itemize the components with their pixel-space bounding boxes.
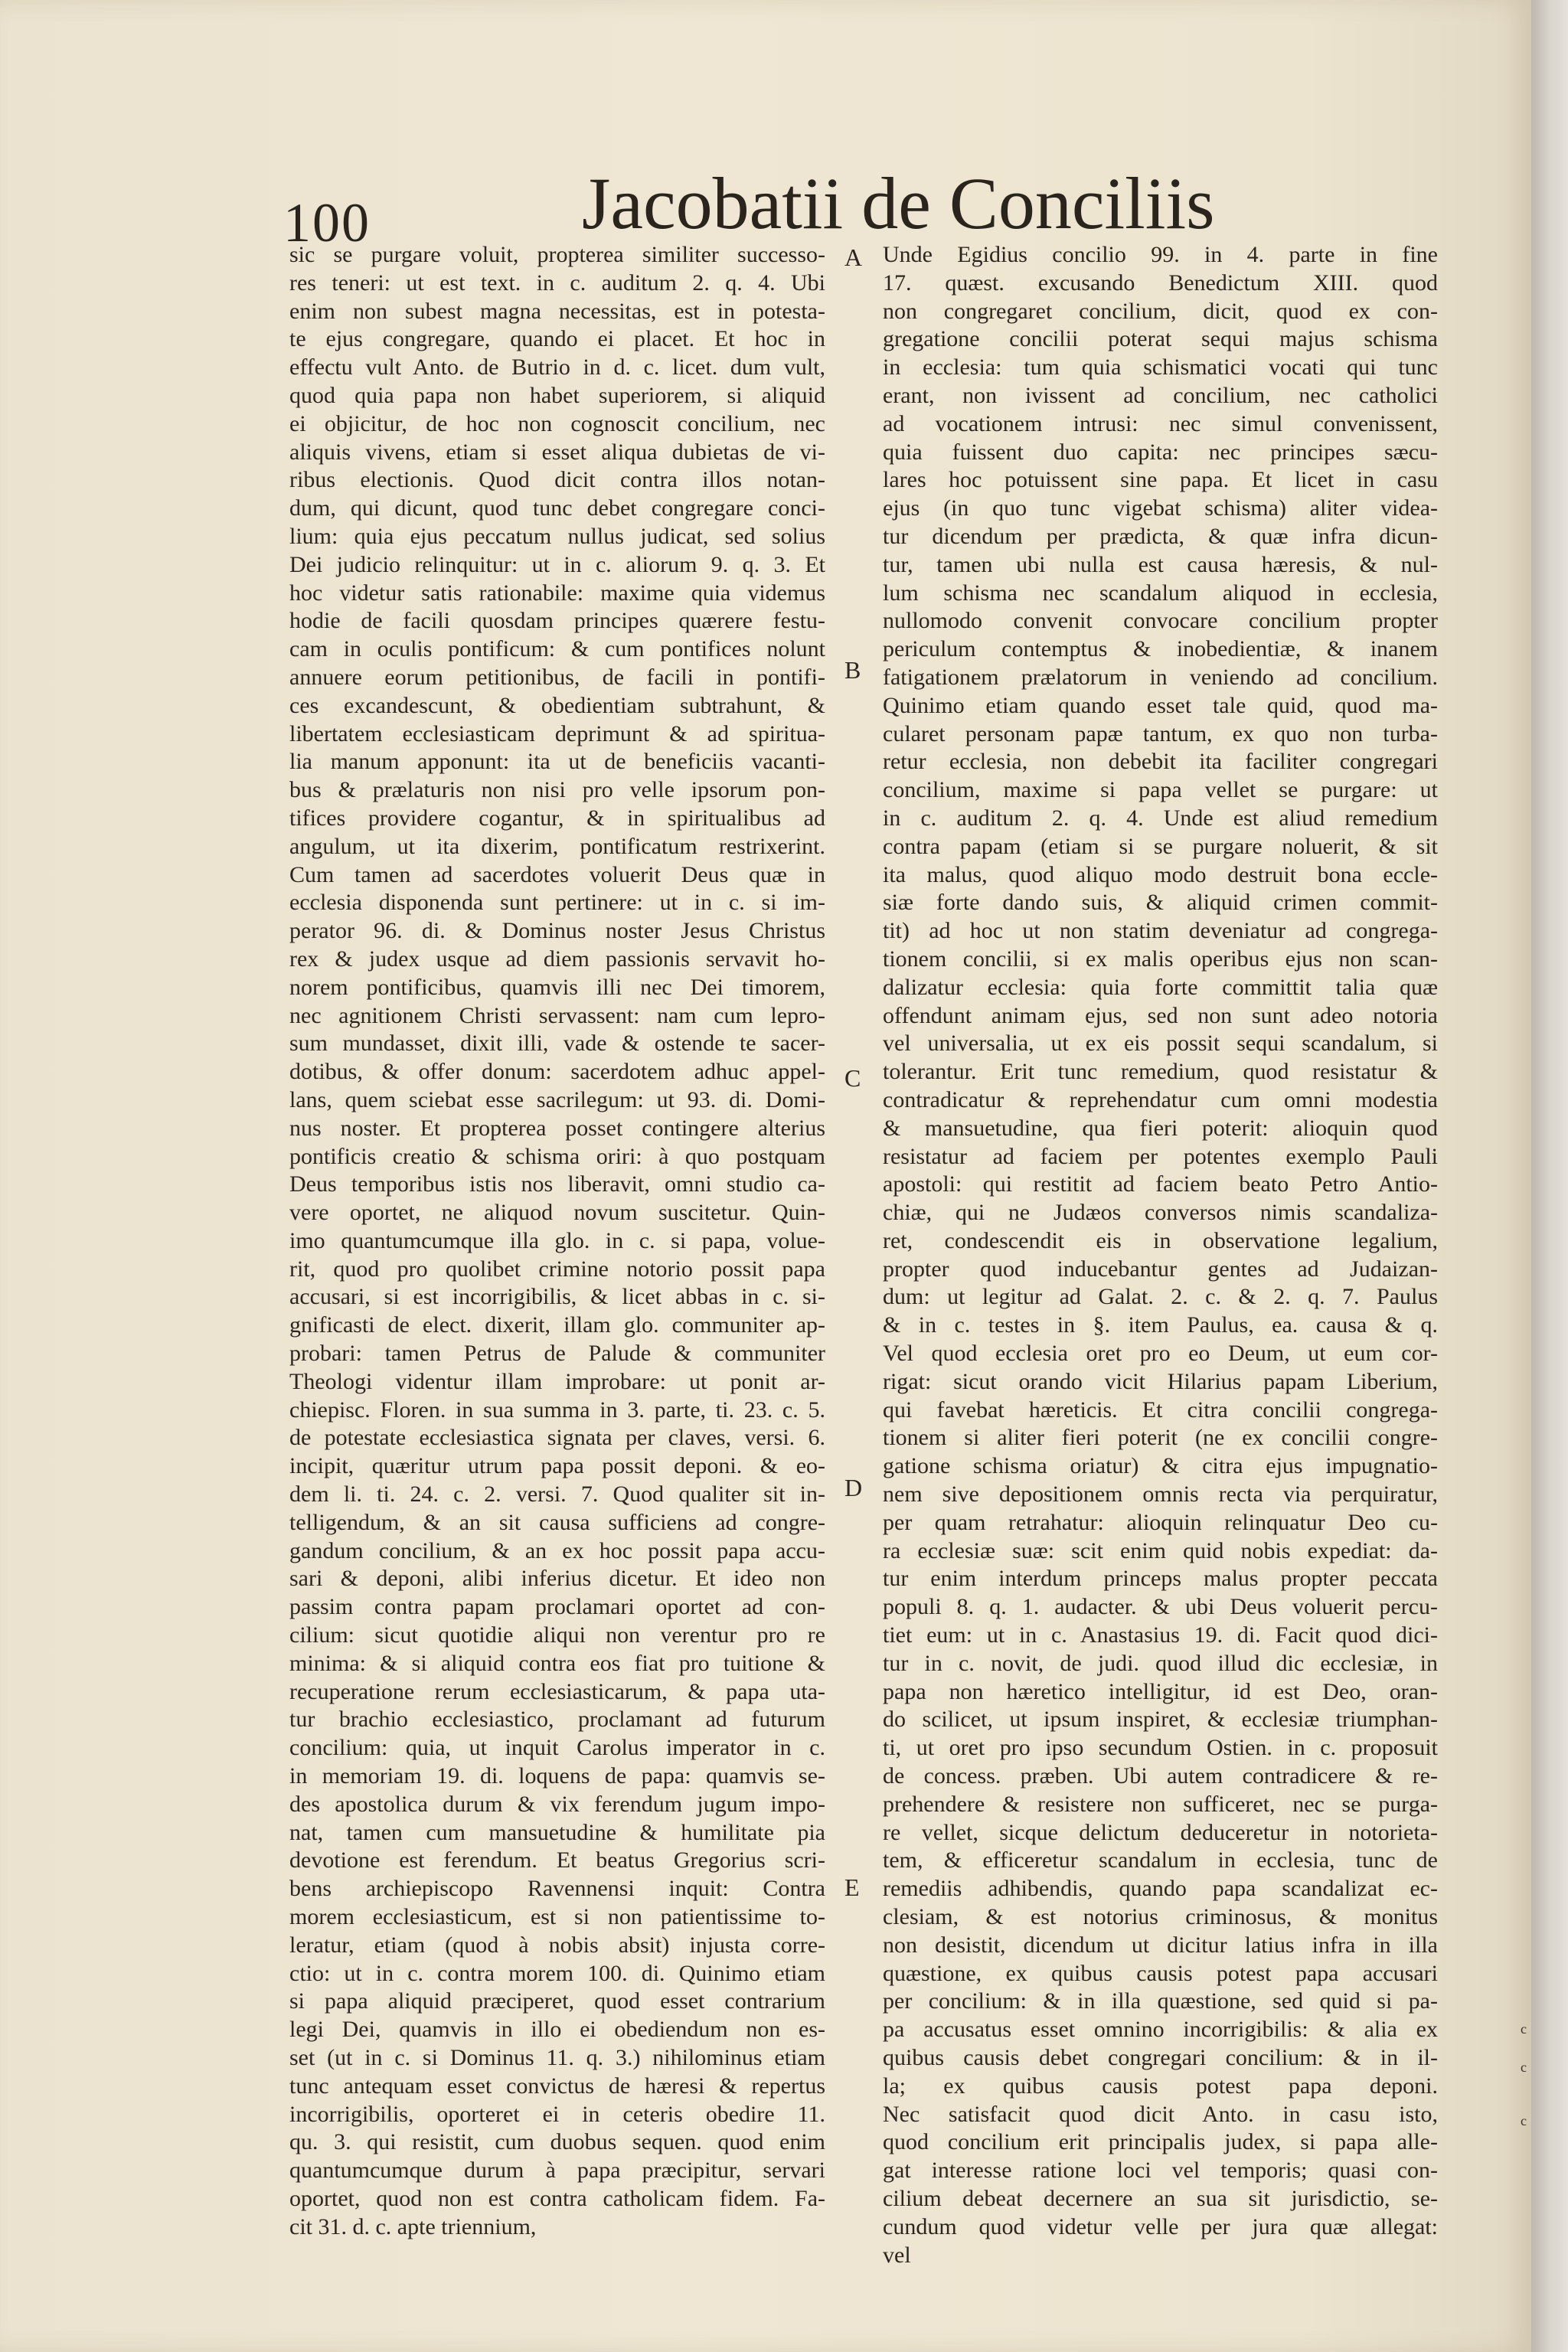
text-line: hodie de facili quosdam principes quærere festu- (289, 608, 825, 634)
text-line: tifices providere cogantur, & in spiritualibus ad (289, 805, 825, 831)
text-line: de concess. præben. Ubi autem contradicere & re- (883, 1763, 1438, 1789)
text-line: apostoli: qui restitit ad faciem beato Petro Antio- (883, 1171, 1438, 1197)
text-line: ei objicitur, de hoc non cognoscit concilium, nec (289, 410, 825, 436)
text-line: Dei judicio relinquitur: ut in c. aliorum 9. q. 3. Et (289, 551, 825, 577)
text-line: offendunt animam ejus, sed non sunt adeo notoria (883, 1002, 1438, 1028)
text-line: nec agnitionem Christi servassent: nam cum lepro- (289, 1002, 825, 1028)
text-line: sic se purgare voluit, propterea similiter successo- (289, 242, 825, 267)
right-column (883, 241, 1438, 2269)
text-line: retur ecclesia, non debebit ita faciliter congregari (883, 749, 1438, 775)
text-line: concilium: quia, ut inquit Carolus imperator in c. (289, 1735, 825, 1761)
text-line: vere oportet, ne aliquod novum suscitetur. Quin- (289, 1200, 825, 1226)
text-line: ret, condescendit eis in observatione legalium, (883, 1227, 1438, 1253)
page-number: 100 (283, 192, 371, 253)
text-line: & mansuetudine, qua fieri poterit: alioquin quod (883, 1115, 1438, 1141)
text-line: in memoriam 19. di. loquens de papa: quamvis se- (289, 1763, 825, 1789)
text-line: ti, ut oret pro ipso secundum Ostien. in c. proposuit (883, 1735, 1438, 1761)
left-column (289, 241, 825, 2242)
text-line: tit) ad hoc ut non statim deveniatur ad congrega- (883, 918, 1438, 944)
text-line: effectu vult Anto. de Butrio in d. c. licet. dum vult, (289, 354, 825, 381)
text-line: nullomodo convenit convocare concilium propter (883, 608, 1438, 634)
text-line: chiepisc. Floren. in sua summa in 3. parte, ti. 23. c. 5. (289, 1396, 825, 1423)
text-line: ejus (in quo tunc vigebat schisma) aliter videa- (883, 495, 1438, 521)
text-line: quod concilium erit principalis judex, si papa alle- (883, 2129, 1438, 2155)
margin-letter-b: B (844, 656, 861, 684)
text-line: propter quod inducebantur gentes ad Judaizan- (883, 1256, 1438, 1282)
text-line: pa accusatus esset omnino incorrigibilis: & alia ex (883, 2017, 1438, 2043)
text-line: annuere eorum petitionibus, de facili in pontifi- (289, 664, 825, 690)
text-line: tur brachio ecclesiastico, proclamant ad futurum (289, 1707, 825, 1733)
text-line: dalizatur ecclesia: quia forte committit talia quæ (883, 974, 1438, 1000)
text-line: legi Dei, quamvis in illo ei obediendum non es- (289, 2017, 825, 2043)
text-line: ctio: ut in c. contra morem 100. di. Quinimo etiam (289, 1960, 825, 1986)
text-line: tolerantur. Erit tunc remedium, quod resistatur & (883, 1059, 1438, 1085)
text-line: cundum quod videtur velle per jura quæ allegat: (883, 2213, 1438, 2239)
text-line: quantumcumque durum à papa præcipitur, servari (289, 2158, 825, 2184)
text-line: te ejus congregare, quando ei placet. Et hoc in (289, 326, 825, 352)
text-line: ces excandescunt, & obedientiam subtrahunt, & (289, 692, 825, 718)
text-line: siæ forte dando suis, & aliquid crimen commit- (883, 890, 1438, 916)
text-line: cilium: sicut quotidie aliqui non verentur pro re (289, 1622, 825, 1648)
text-line: sari & deponi, alibi inferius dicetur. Et ideo non (289, 1566, 825, 1592)
text-line: bus & prælaturis non nisi pro velle ipsorum pon- (289, 777, 825, 803)
edge-mark: c (1521, 2113, 1527, 2128)
text-line: gat interesse ratione loci vel temporis; quasi con- (883, 2158, 1438, 2184)
text-line: Cum tamen ad sacerdotes voluerit Deus quæ in (289, 861, 825, 887)
text-line: hoc videtur satis rationabile: maxime quia videmus (289, 580, 825, 606)
text-line: norem pontificibus, quamvis illi nec Dei timorem, (289, 974, 825, 1000)
margin-letter-a: A (844, 243, 863, 271)
text-line: perator 96. di. & Dominus noster Jesus Christus (289, 918, 825, 944)
text-line: des apostolica durum & vix ferendum jugum impo- (289, 1791, 825, 1817)
text-line: Theologi videntur illam improbare: ut ponit ar- (289, 1368, 825, 1394)
text-line: tionem concilii, si ex malis operibus ejus non scan- (883, 946, 1438, 972)
text-line: per concilium: & in illa quæstione, sed quid si pa- (883, 1988, 1438, 2014)
text-line: remediis adhibendis, quando papa scandalizat ec- (883, 1876, 1438, 1902)
text-line: passim contra papam proclamari oportet ad con- (289, 1594, 825, 1620)
text-line: oportet, quod non est contra catholicam fidem. Fa- (289, 2185, 825, 2211)
text-line: in ecclesia: tum quia schismatici vocati qui tunc (883, 354, 1438, 381)
running-title: Jacobatii de Conciliis (582, 162, 1215, 244)
text-line: gatione schisma oriatur) & citra ejus impugnatio- (883, 1453, 1438, 1479)
text-line: minima: & si aliquid contra eos fiat pro tuitione & (289, 1650, 825, 1676)
text-line: tur, tamen ubi nulla est causa hæresis, & nul- (883, 551, 1438, 577)
text-line: dum, qui dicunt, quod tunc debet congregare conci- (289, 495, 825, 521)
text-line: lares hoc potuissent sine papa. Et licet in casu (883, 467, 1438, 493)
text-line: ecclesia disponenda sunt pertinere: ut in c. si im- (289, 890, 825, 916)
text-line: gregatione concilii poterat sequi majus schisma (883, 326, 1438, 352)
text-line: tunc antequam esset convictus de hæresi & repertus (289, 2073, 825, 2099)
text-line: tiet eum: ut in c. Anastasius 19. di. Facit quod dici- (883, 1622, 1438, 1648)
text-line: sum mundasset, dixit illi, vade & ostende te sacer- (289, 1031, 825, 1057)
text-line: tem, & efficeretur scandalum in ecclesia, tunc de (883, 1847, 1438, 1873)
text-line: papa non hæretico intelligitur, id est Deo, oran- (883, 1678, 1438, 1704)
text-line: populi 8. q. 1. audacter. & ubi Deus voluerit percu- (883, 1594, 1438, 1620)
text-line: Quinimo etiam quando esset tale quid, quod ma- (883, 692, 1438, 718)
text-line: morem ecclesiasticum, est si non patientissime to- (289, 1904, 825, 1930)
text-line: gandum concilium, & an ex hoc possit papa accu- (289, 1537, 825, 1563)
text-line: devotione est ferendum. Et beatus Gregorius scri- (289, 1847, 825, 1873)
text-line: cilium debeat decernere an sua sit jurisdictio, se- (883, 2185, 1438, 2211)
text-line: enim non subest magna necessitas, est in potesta- (289, 298, 825, 324)
text-line: chiæ, qui ne Judæos conversos nimis scandaliza- (883, 1200, 1438, 1226)
text-line: lia manum apponunt: ita ut de beneficiis vacanti- (289, 749, 825, 775)
text-line: dem li. ti. 24. c. 2. versi. 7. Quod qualiter sit in- (289, 1481, 825, 1508)
text-line: ribus electionis. Quod dicit contra illos notan- (289, 467, 825, 493)
text-line: recuperatione rerum ecclesiasticarum, & papa uta- (289, 1678, 825, 1704)
text-line: qui favebat hæreticis. Et citra concilii congrega- (883, 1396, 1438, 1423)
text-line: quæstione, ex quibus causis potest papa accusari (883, 1960, 1438, 1986)
text-line: tionem si aliter fieri poterit (ne ex concilii congre- (883, 1425, 1438, 1451)
text-line: in c. auditum 2. q. 4. Unde est aliud remedium (883, 805, 1438, 831)
text-line: non congregaret concilium, dicit, quod ex con- (883, 298, 1438, 324)
text-line: cit 31. d. c. apte triennium, (289, 2213, 537, 2239)
text-line: dum: ut legitur ad Galat. 2. c. & 2. q. 7. Paulus (883, 1284, 1438, 1310)
edge-mark: c (1521, 2060, 1527, 2075)
text-line: quia fuissent duo capita: nec principes sæcu- (883, 439, 1438, 465)
text-line: ra ecclesiæ suæ: scit enim quid nobis expediat: da- (883, 1537, 1438, 1563)
book-spine-edge (1521, 0, 1568, 2352)
text-line: vel (883, 2242, 911, 2268)
text-line: incipit, quæritur utrum papa possit deponi. & eo- (289, 1453, 825, 1479)
text-line: lum schisma nec scandalum aliquod in ecclesia, (883, 580, 1438, 606)
text-line: fatigationem prælatorum in veniendo ad concilium. (883, 664, 1438, 690)
text-line: tur dicendum per prædicta, & quæ infra dicun- (883, 523, 1438, 549)
text-line: dotibus, & offer donum: sacerdotem adhuc appel- (289, 1059, 825, 1085)
margin-letter-d: D (844, 1474, 863, 1501)
text-line: Nec satisfacit quod dicit Anto. in casu isto, (883, 2101, 1438, 2127)
text-line: cularet personam papæ tantum, ex quo non turba- (883, 720, 1438, 746)
text-line: gnificasti de elect. dixerit, illam glo. communiter ap- (289, 1312, 825, 1338)
text-line: incorrigibilis, oporteret ei in ceteris obedire 11. (289, 2101, 825, 2127)
text-line: rit, quod pro quolibet crimine notorio possit papa (289, 1256, 825, 1282)
text-line: rigat: sicut orando vicit Hilarius papam Liberium, (883, 1368, 1438, 1394)
text-line: ita malus, quod aliquo modo destruit bona eccle- (883, 861, 1438, 887)
text-line: Vel quod ecclesia oret pro eo Deum, ut eum cor- (883, 1341, 1438, 1367)
text-line: ad vocationem intrusi: nec simul convenissent, (883, 410, 1438, 436)
text-line: res teneri: ut est text. in c. auditum 2. q. 4. Ubi (289, 270, 825, 296)
margin-letter-e: E (844, 1873, 860, 1901)
text-line: aliquis vivens, etiam si esset aliqua dubietas de vi- (289, 439, 825, 465)
text-line: accusari, si est incorrigibilis, & licet abbas in c. si- (289, 1284, 825, 1310)
text-line: lans, quem sciebat esse sacrilegum: ut 93. di. Domi- (289, 1086, 825, 1112)
text-line: quibus causis debet congregari concilium: & in il- (883, 2045, 1438, 2070)
text-line: do scilicet, ut ipsum inspiret, & ecclesiæ triumphan- (883, 1707, 1438, 1733)
text-line: nus noster. Et propterea posset contingere alterius (289, 1115, 825, 1141)
text-line: lium: quia ejus peccatum nullus judicat, sed solius (289, 523, 825, 549)
margin-letter-c: C (844, 1064, 861, 1092)
text-line: imo quantumcumque illa glo. in c. si papa, volue- (289, 1227, 825, 1253)
text-line: contra papam (etiam si se purgare noluerit, & sit (883, 833, 1438, 859)
text-line: vel universalia, ut ex eis possit sequi scandalum, si (883, 1031, 1438, 1057)
text-line: prehendere & resistere non sufficeret, nec se purga- (883, 1791, 1438, 1817)
text-line: la; ex quibus causis potest papa deponi. (883, 2073, 1438, 2099)
text-line: set (ut in c. si Dominus 11. q. 3.) nihilominus etiam (289, 2045, 825, 2070)
text-line: periculum contemptus & inobedientiæ, & inanem (883, 636, 1438, 662)
text-line: bens archiepiscopo Ravennensi inquit: Contra (289, 1876, 825, 1902)
text-line: Unde Egidius concilio 99. in 4. parte in fine (883, 242, 1438, 267)
text-line: non desistit, dicendum ut dicitur latius infra in illa (883, 1932, 1438, 1958)
text-line: telligendum, & an sit causa sufficiens ad congre- (289, 1509, 825, 1535)
text-line: & in c. testes in §. item Paulus, ea. causa & q. (883, 1312, 1438, 1338)
text-line: pontificis creatio & schisma oriri: à quo postquam (289, 1143, 825, 1169)
text-line: re vellet, sicque delictum deduceretur in notorieta- (883, 1819, 1438, 1845)
text-line: resistatur ad faciem per potentes exemplo Pauli (883, 1143, 1438, 1169)
text-line: qu. 3. qui resistit, cum duobus sequen. quod enim (289, 2129, 825, 2155)
text-line: tur enim interdum princeps malus propter peccata (883, 1566, 1438, 1592)
text-line: erant, non ivissent ad concilium, nec catholici (883, 382, 1438, 408)
text-line: angulum, ut ita dixerim, pontificatum restrixerint. (289, 833, 825, 859)
text-line: 17. quæst. excusando Benedictum XIII. quod (883, 270, 1438, 296)
text-line: nat, tamen cum mansuetudine & humilitate pia (289, 1819, 825, 1845)
text-line: rex & judex usque ad diem passionis servavit ho- (289, 946, 825, 972)
text-line: contradicatur & reprehendatur cum omni modestia (883, 1086, 1438, 1112)
text-line: probari: tamen Petrus de Palude & communiter (289, 1341, 825, 1367)
text-line: quod quia papa non habet superiorem, si aliquid (289, 382, 825, 408)
text-line: tur in c. novit, de judi. quod illud dic ecclesiæ, in (883, 1650, 1438, 1676)
edge-mark: c (1521, 2021, 1527, 2037)
text-line: libertatem ecclesiasticam deprimunt & ad spiritua- (289, 720, 825, 746)
text-line: cam in oculis pontificum: & cum pontifices nolunt (289, 636, 825, 662)
text-line: nem sive depositionem omnis recta via perquiratur, (883, 1481, 1438, 1508)
text-line: concilium, maxime si papa vellet se purgare: ut (883, 777, 1438, 803)
text-line: clesiam, & est notorius criminosus, & monitus (883, 1904, 1438, 1930)
text-line: si papa aliquid præciperet, quod esset contrarium (289, 1988, 825, 2014)
text-line: per quam retrahatur: alioquin relinquatur Deo cu- (883, 1509, 1438, 1535)
text-line: leratur, etiam (quod à nobis absit) injusta corre- (289, 1932, 825, 1958)
text-line: Deus temporibus istis nos liberavit, omni studio ca- (289, 1171, 825, 1197)
text-line: de potestate ecclesiastica signata per claves, versi. 6. (289, 1425, 825, 1451)
